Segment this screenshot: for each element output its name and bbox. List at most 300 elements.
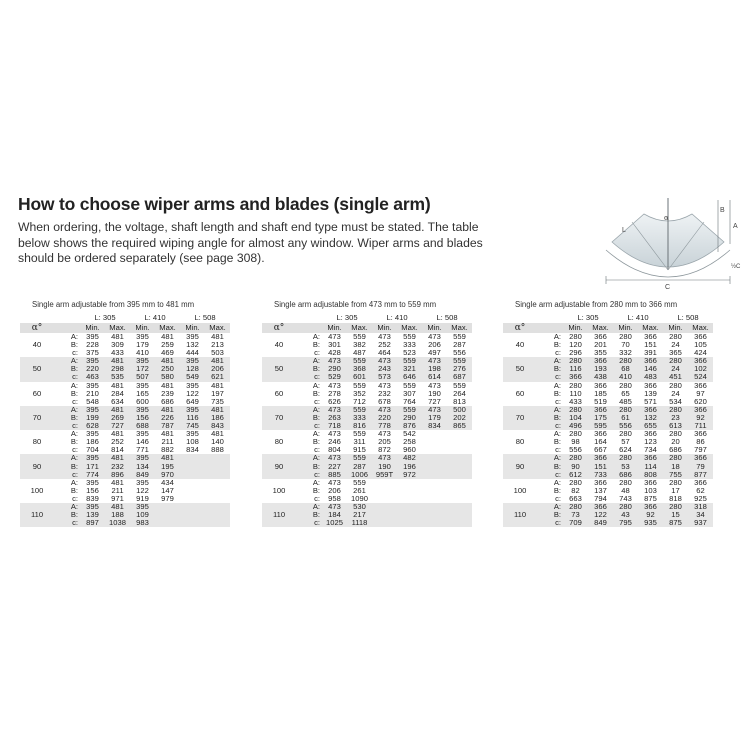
value-cell: 745 <box>180 422 205 430</box>
header-row-min-max <box>20 323 230 333</box>
value-cell: 15 <box>663 511 688 519</box>
row-label: B: <box>70 341 78 350</box>
value-cell: 280 <box>669 381 682 390</box>
value-cell: 481 <box>111 478 124 487</box>
value-cell: 122 <box>588 511 613 519</box>
value-cell: 865 <box>447 422 472 430</box>
header-row-lengths <box>503 312 713 323</box>
value-cell: 686 <box>613 471 638 479</box>
row-label: c: <box>296 471 322 479</box>
value-cell <box>155 511 180 519</box>
value-cell: 395 <box>80 357 105 365</box>
table-row <box>503 406 713 414</box>
table-title: Single arm adjustable from 280 mm to 366 mm <box>515 300 678 309</box>
value-cell: 171 <box>80 463 105 471</box>
value-cell: 226 <box>155 414 180 422</box>
value-cell: 885 <box>322 471 347 479</box>
value-cell: 366 <box>594 430 607 439</box>
value-cell: 307 <box>403 389 416 398</box>
value-cell: 280 <box>569 478 582 487</box>
value-cell: 481 <box>211 381 224 390</box>
row-label: B: <box>537 414 563 422</box>
value-cell <box>447 519 472 527</box>
value-cell: 971 <box>111 494 124 503</box>
value-cell: 366 <box>588 503 613 511</box>
value-cell: 382 <box>353 341 366 350</box>
table-row <box>503 503 713 511</box>
row-label: B: <box>296 414 322 422</box>
table-row <box>20 382 230 390</box>
value-cell: 164 <box>594 438 607 447</box>
value-cell: 395 <box>80 406 105 414</box>
table-row <box>503 430 713 438</box>
value-cell: 849 <box>588 519 613 527</box>
value-cell: 395 <box>80 503 105 511</box>
value-cell: 559 <box>353 333 366 341</box>
row-label: B: <box>312 341 320 350</box>
value-cell: 395 <box>180 357 205 365</box>
value-cell: 62 <box>696 486 705 495</box>
value-cell: 646 <box>397 373 422 381</box>
value-cell: 395 <box>86 381 99 390</box>
value-cell: 197 <box>211 389 224 398</box>
value-cell <box>372 511 397 519</box>
value-cell: 280 <box>569 430 582 439</box>
value-cell: 839 <box>86 494 99 503</box>
table-row <box>503 479 713 487</box>
value-cell: 395 <box>130 357 155 365</box>
value-cell: 395 <box>136 333 149 341</box>
row-label: B: <box>296 463 322 471</box>
value-cell: 366 <box>644 478 657 487</box>
value-cell: 366 <box>694 478 707 487</box>
value-cell <box>180 503 205 511</box>
value-cell: 481 <box>111 381 124 390</box>
value-cell: 573 <box>372 373 397 381</box>
value-cell: 787 <box>155 422 180 430</box>
value-cell: 925 <box>694 494 707 503</box>
value-cell: 366 <box>588 357 613 365</box>
value-cell: 624 <box>619 446 632 455</box>
value-cell: 481 <box>205 357 230 365</box>
value-cell: 280 <box>669 478 682 487</box>
angle-cell: 110 <box>503 503 537 527</box>
value-cell <box>372 487 397 495</box>
value-cell: 727 <box>428 397 441 406</box>
wiping-angle-table <box>503 312 713 527</box>
value-cell: 193 <box>588 365 613 373</box>
value-cell: 473 <box>328 381 341 390</box>
row-label: c: <box>72 397 78 406</box>
value-cell: 473 <box>322 454 347 462</box>
value-cell: 556 <box>569 446 582 455</box>
table-row <box>20 503 230 511</box>
value-cell: 79 <box>688 463 713 471</box>
value-cell: 232 <box>105 463 130 471</box>
value-cell: 481 <box>155 357 180 365</box>
value-cell: 507 <box>130 373 155 381</box>
value-cell: 92 <box>688 414 713 422</box>
value-cell <box>205 519 230 527</box>
value-cell: 743 <box>619 494 632 503</box>
value-cell <box>422 487 447 495</box>
value-cell: 849 <box>130 471 155 479</box>
value-cell: 206 <box>328 486 341 495</box>
value-cell: 186 <box>205 414 230 422</box>
column-header-alpha: α° <box>20 323 54 333</box>
row-label: B: <box>312 486 320 495</box>
value-cell: 958 <box>328 494 341 503</box>
row-label: c: <box>555 397 561 406</box>
value-cell: 175 <box>588 414 613 422</box>
value-cell: 196 <box>397 463 422 471</box>
angle-cell: 80 <box>32 437 42 447</box>
value-cell <box>447 471 472 479</box>
column-header-length: L: 305 <box>94 313 116 322</box>
value-cell: 395 <box>136 478 149 487</box>
value-cell <box>422 454 447 462</box>
value-cell: 473 <box>378 430 391 439</box>
value-cell: 503 <box>211 349 224 358</box>
diagram-label-alpha: α <box>664 214 669 222</box>
row-label: B: <box>312 389 320 398</box>
value-cell: 276 <box>447 365 472 373</box>
value-cell: 667 <box>594 446 607 455</box>
value-cell: 186 <box>86 438 99 447</box>
value-cell: 626 <box>328 397 341 406</box>
value-cell: 68 <box>613 365 638 373</box>
value-cell: 434 <box>161 478 174 487</box>
value-cell: 559 <box>353 478 366 487</box>
table-row <box>262 454 472 462</box>
column-header-min: Min. <box>613 323 638 333</box>
value-cell: 132 <box>638 414 663 422</box>
value-cell: 444 <box>186 349 199 358</box>
value-cell: 481 <box>155 406 180 414</box>
column-header-max: Max. <box>347 323 372 333</box>
value-cell: 559 <box>397 357 422 365</box>
row-label: c: <box>537 373 563 381</box>
intro-line: below shows the required wiping angle for almost any window. Wiper arms and blades <box>18 235 483 250</box>
row-label: c: <box>296 422 322 430</box>
value-cell: 116 <box>563 365 588 373</box>
header-row-lengths <box>262 312 472 323</box>
value-cell: 102 <box>688 365 713 373</box>
value-cell: 876 <box>397 422 422 430</box>
value-cell: 290 <box>322 365 347 373</box>
value-cell: 321 <box>397 365 422 373</box>
value-cell: 686 <box>669 446 682 455</box>
row-label: A: <box>296 454 322 462</box>
value-cell: 18 <box>663 463 688 471</box>
row-label: B: <box>537 511 563 519</box>
value-cell: 228 <box>86 341 99 350</box>
value-cell: 333 <box>403 341 416 350</box>
value-cell: 179 <box>422 414 447 422</box>
value-cell: 82 <box>571 486 580 495</box>
value-cell: 296 <box>569 349 582 358</box>
value-cell: 935 <box>638 519 663 527</box>
value-cell <box>205 471 230 479</box>
table-arm-280-366 <box>503 298 713 527</box>
value-cell: 1090 <box>351 494 368 503</box>
value-cell: 519 <box>594 397 607 406</box>
angle-cell: 110 <box>20 503 54 527</box>
row-label: B: <box>70 438 78 447</box>
value-cell <box>422 495 447 503</box>
value-cell: 469 <box>161 349 174 358</box>
value-cell <box>447 446 472 454</box>
value-cell: 156 <box>130 414 155 422</box>
value-cell: 366 <box>694 333 707 341</box>
value-cell: 311 <box>353 438 366 447</box>
angle-cell: 80 <box>274 437 284 447</box>
value-cell: 804 <box>328 446 341 455</box>
value-cell: 621 <box>205 373 230 381</box>
value-cell: 733 <box>588 471 613 479</box>
value-cell: 185 <box>594 389 607 398</box>
value-cell: 481 <box>111 333 124 341</box>
value-cell: 395 <box>86 478 99 487</box>
value-cell: 559 <box>347 406 372 414</box>
value-cell: 530 <box>347 503 372 511</box>
value-cell <box>447 430 472 438</box>
row-label: A: <box>70 333 78 341</box>
value-cell: 534 <box>669 397 682 406</box>
diagram-label-c: C <box>665 284 671 291</box>
value-cell: 114 <box>638 463 663 471</box>
value-cell <box>180 495 205 503</box>
value-cell: 309 <box>111 341 124 350</box>
value-cell: 139 <box>80 511 105 519</box>
row-label: A: <box>296 503 322 511</box>
value-cell: 915 <box>353 446 366 455</box>
value-cell <box>372 495 397 503</box>
value-cell: 473 <box>322 406 347 414</box>
value-cell: 206 <box>428 341 441 350</box>
value-cell: 473 <box>422 406 447 414</box>
value-cell: 132 <box>186 341 199 350</box>
value-cell: 366 <box>644 430 657 439</box>
wiping-angle-table <box>20 312 230 527</box>
value-cell: 280 <box>563 406 588 414</box>
value-cell <box>447 511 472 519</box>
value-cell: 818 <box>669 494 682 503</box>
value-cell: 613 <box>663 422 688 430</box>
value-cell: 600 <box>136 397 149 406</box>
value-cell: 280 <box>563 357 588 365</box>
column-header-max: Max. <box>447 323 472 333</box>
value-cell: 48 <box>621 486 630 495</box>
value-cell: 473 <box>372 357 397 365</box>
table-row <box>262 333 472 341</box>
table-row <box>20 454 230 462</box>
table-row <box>20 406 230 414</box>
value-cell: 280 <box>613 503 638 511</box>
row-label: c: <box>54 471 80 479</box>
row-label: c: <box>555 349 561 358</box>
value-cell: 280 <box>569 333 582 341</box>
value-cell: 473 <box>378 333 391 341</box>
value-cell: 147 <box>161 486 174 495</box>
header-row-min-max <box>262 323 472 333</box>
value-cell: 366 <box>563 373 588 381</box>
value-cell: 280 <box>663 454 688 462</box>
value-cell: 473 <box>328 478 341 487</box>
value-cell: 243 <box>372 365 397 373</box>
angle-cell: 50 <box>503 357 537 381</box>
value-cell <box>397 511 422 519</box>
intro-line: When ordering, the voltage, shaft length and shaft end type must be stated. The table <box>18 220 479 234</box>
row-label: B: <box>312 438 320 447</box>
value-cell: 485 <box>619 397 632 406</box>
value-cell: 211 <box>111 486 124 495</box>
angle-cell: 110 <box>262 503 296 527</box>
column-header-length: L: 305 <box>577 313 599 322</box>
value-cell: 20 <box>671 438 680 447</box>
value-cell: 473 <box>422 357 447 365</box>
value-cell: 90 <box>563 463 588 471</box>
value-cell <box>205 511 230 519</box>
value-cell: 366 <box>638 503 663 511</box>
value-cell: 433 <box>569 397 582 406</box>
value-cell: 280 <box>619 333 632 341</box>
row-label: B: <box>296 365 322 373</box>
angle-cell: 70 <box>262 406 296 430</box>
wiper-diagram <box>592 192 744 300</box>
row-label: c: <box>54 519 80 527</box>
row-label: A: <box>537 454 563 462</box>
value-cell: 481 <box>161 430 174 439</box>
value-cell: 65 <box>621 389 630 398</box>
value-cell: 481 <box>161 381 174 390</box>
value-cell: 352 <box>353 389 366 398</box>
value-cell: 559 <box>403 333 416 341</box>
value-cell: 559 <box>347 357 372 365</box>
value-cell: 190 <box>428 389 441 398</box>
table-arm-473-559 <box>262 298 472 527</box>
row-label: A: <box>54 357 80 365</box>
value-cell: 184 <box>322 511 347 519</box>
value-cell: 559 <box>397 406 422 414</box>
value-cell: 261 <box>353 486 366 495</box>
row-label: A: <box>70 478 78 487</box>
column-header-min: Min. <box>180 323 205 333</box>
value-cell <box>372 503 397 511</box>
value-cell: 395 <box>186 381 199 390</box>
value-cell: 264 <box>453 389 466 398</box>
value-cell: 23 <box>663 414 688 422</box>
table-row <box>262 357 472 365</box>
table-row <box>262 382 472 390</box>
value-cell: 481 <box>155 454 180 462</box>
row-label: B: <box>537 365 563 373</box>
value-cell: 395 <box>186 430 199 439</box>
column-header-min: Min. <box>663 323 688 333</box>
value-cell <box>205 463 230 471</box>
angle-cell: 90 <box>20 454 54 478</box>
angle-cell: 60 <box>515 388 525 398</box>
value-cell <box>180 519 205 527</box>
value-cell <box>397 519 422 527</box>
value-cell: 473 <box>328 333 341 341</box>
value-cell: 481 <box>105 406 130 414</box>
angle-cell: 60 <box>274 388 284 398</box>
value-cell: 727 <box>105 422 130 430</box>
row-label: B: <box>54 463 80 471</box>
table-row <box>20 357 230 365</box>
angle-cell: 70 <box>503 406 537 430</box>
table-row <box>262 503 472 511</box>
column-header-length: L: 410 <box>144 313 166 322</box>
value-cell: 220 <box>372 414 397 422</box>
value-cell: 202 <box>447 414 472 422</box>
value-cell <box>422 511 447 519</box>
value-cell: 24 <box>671 341 680 350</box>
value-cell: 529 <box>322 373 347 381</box>
column-header-length: L: 508 <box>436 313 458 322</box>
value-cell: 108 <box>186 438 199 447</box>
row-label: A: <box>537 406 563 414</box>
value-cell: 896 <box>105 471 130 479</box>
value-cell: 580 <box>155 373 180 381</box>
value-cell: 355 <box>594 349 607 358</box>
row-label: c: <box>537 422 563 430</box>
value-cell <box>180 511 205 519</box>
value-cell: 146 <box>638 365 663 373</box>
value-cell <box>422 430 447 438</box>
value-cell: 595 <box>588 422 613 430</box>
angle-cell: 50 <box>20 357 54 381</box>
value-cell <box>447 487 472 495</box>
value-cell: 882 <box>161 446 174 455</box>
column-header-min: Min. <box>80 323 105 333</box>
value-cell: 146 <box>136 438 149 447</box>
value-cell <box>180 454 205 462</box>
value-cell: 252 <box>111 438 124 447</box>
value-cell: 523 <box>403 349 416 358</box>
value-cell: 246 <box>328 438 341 447</box>
value-cell: 73 <box>563 511 588 519</box>
value-cell: 366 <box>588 454 613 462</box>
value-cell: 116 <box>180 414 205 422</box>
column-header-length: L: 410 <box>386 313 408 322</box>
value-cell: 375 <box>86 349 99 358</box>
value-cell: 482 <box>397 454 422 462</box>
value-cell <box>447 454 472 462</box>
value-cell: 473 <box>378 381 391 390</box>
row-label: A: <box>553 478 561 487</box>
value-cell: 206 <box>205 365 230 373</box>
column-header-max: Max. <box>588 323 613 333</box>
value-cell: 473 <box>328 430 341 439</box>
value-cell: 109 <box>130 511 155 519</box>
value-cell: 151 <box>644 341 657 350</box>
value-cell: 711 <box>688 422 713 430</box>
value-cell: 165 <box>136 389 149 398</box>
value-cell: 368 <box>347 365 372 373</box>
value-cell: 473 <box>428 333 441 341</box>
value-cell: 97 <box>696 389 705 398</box>
value-cell: 888 <box>211 446 224 455</box>
row-label: A: <box>312 430 320 439</box>
row-label: c: <box>314 446 320 455</box>
value-cell: 201 <box>594 341 607 350</box>
table-row <box>20 479 230 487</box>
value-cell: 53 <box>613 463 638 471</box>
value-cell: 481 <box>205 406 230 414</box>
value-cell <box>397 487 422 495</box>
